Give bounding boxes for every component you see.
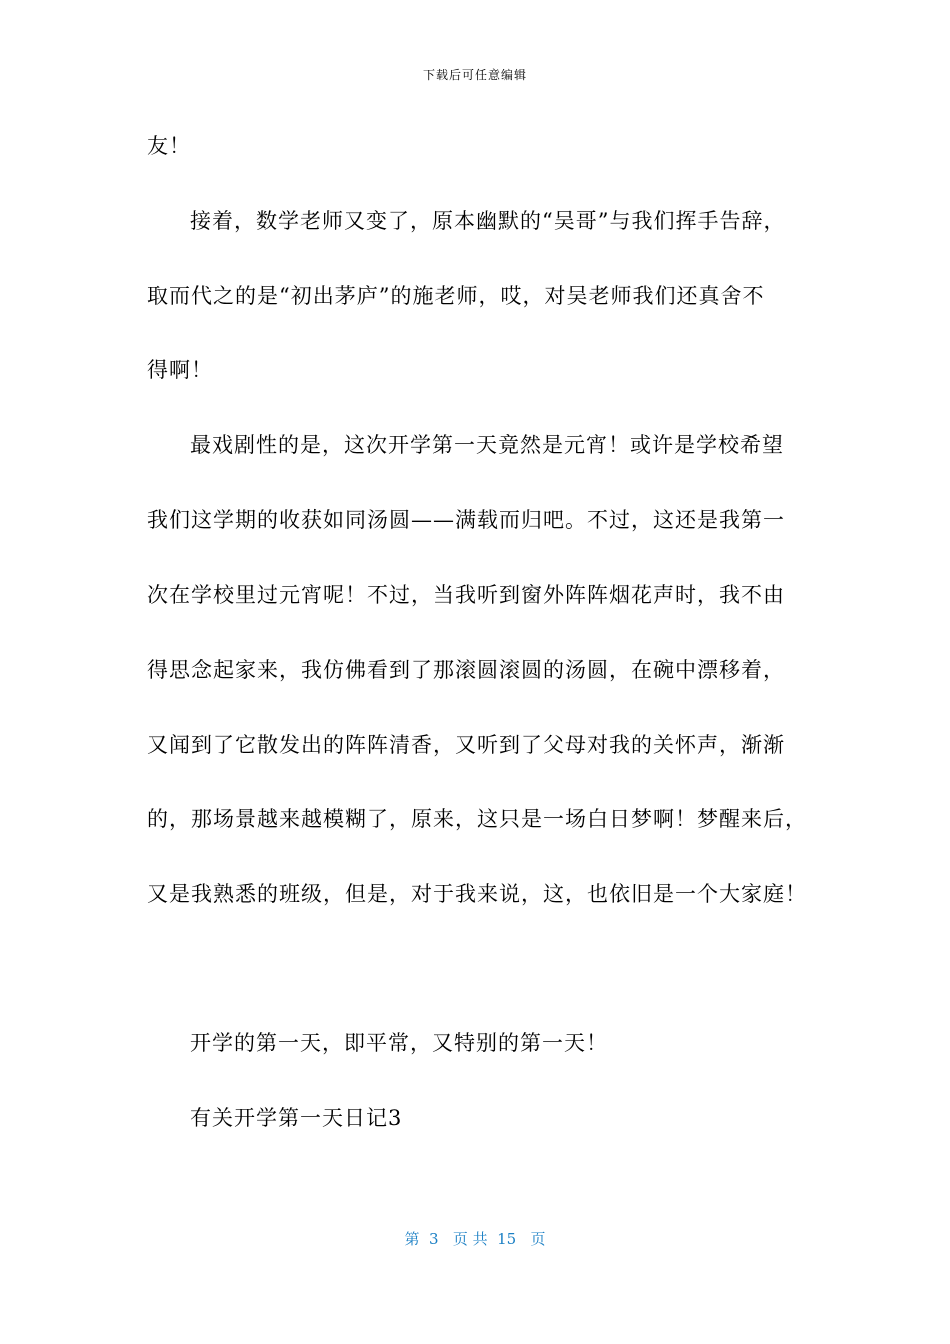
paragraph-line: 又闻到了它散发出的阵阵清香，又听到了父母对我的关怀声，渐渐 bbox=[147, 733, 785, 757]
paragraph-line: 得思念起家来，我仿佛看到了那滚圆滚圆的汤圆，在碗中漂移着， bbox=[147, 658, 785, 682]
paragraph-line: 开学的第一天，即平常，又特别的第一天！ bbox=[190, 1031, 608, 1055]
paragraph-line: 我们这学期的收获如同汤圆——满载而归吧。不过，这还是我第一 bbox=[147, 508, 785, 532]
section-title: 有关开学第一天日记3 bbox=[190, 1106, 403, 1130]
paragraph-line: 取而代之的是“初出茅庐”的施老师，哎，对吴老师我们还真舍不 bbox=[147, 284, 765, 308]
page-header-note: 下载后可任意编辑 bbox=[422, 68, 527, 82]
paragraph-line: 接着，数学老师又变了，原本幽默的“吴哥”与我们挥手告辞， bbox=[190, 209, 786, 233]
paragraph-line: 最戏剧性的是，这次开学第一天竟然是元宵！或许是学校希望 bbox=[190, 433, 784, 457]
page-number-footer: 第 3 页 共 15 页 bbox=[404, 1230, 546, 1248]
paragraph-line: 得啊！ bbox=[147, 358, 213, 382]
paragraph-line: 友！ bbox=[147, 134, 191, 158]
paragraph-line: 次在学校里过元宵呢！不过，当我听到窗外阵阵烟花声时，我不由 bbox=[147, 583, 785, 607]
paragraph-line: 又是我熟悉的班级，但是，对于我来说，这，也依旧是一个大家庭！ bbox=[147, 882, 807, 906]
paragraph-line: 的，那场景越来越模糊了，原来，这只是一场白日梦啊！梦醒来后， bbox=[147, 807, 807, 831]
